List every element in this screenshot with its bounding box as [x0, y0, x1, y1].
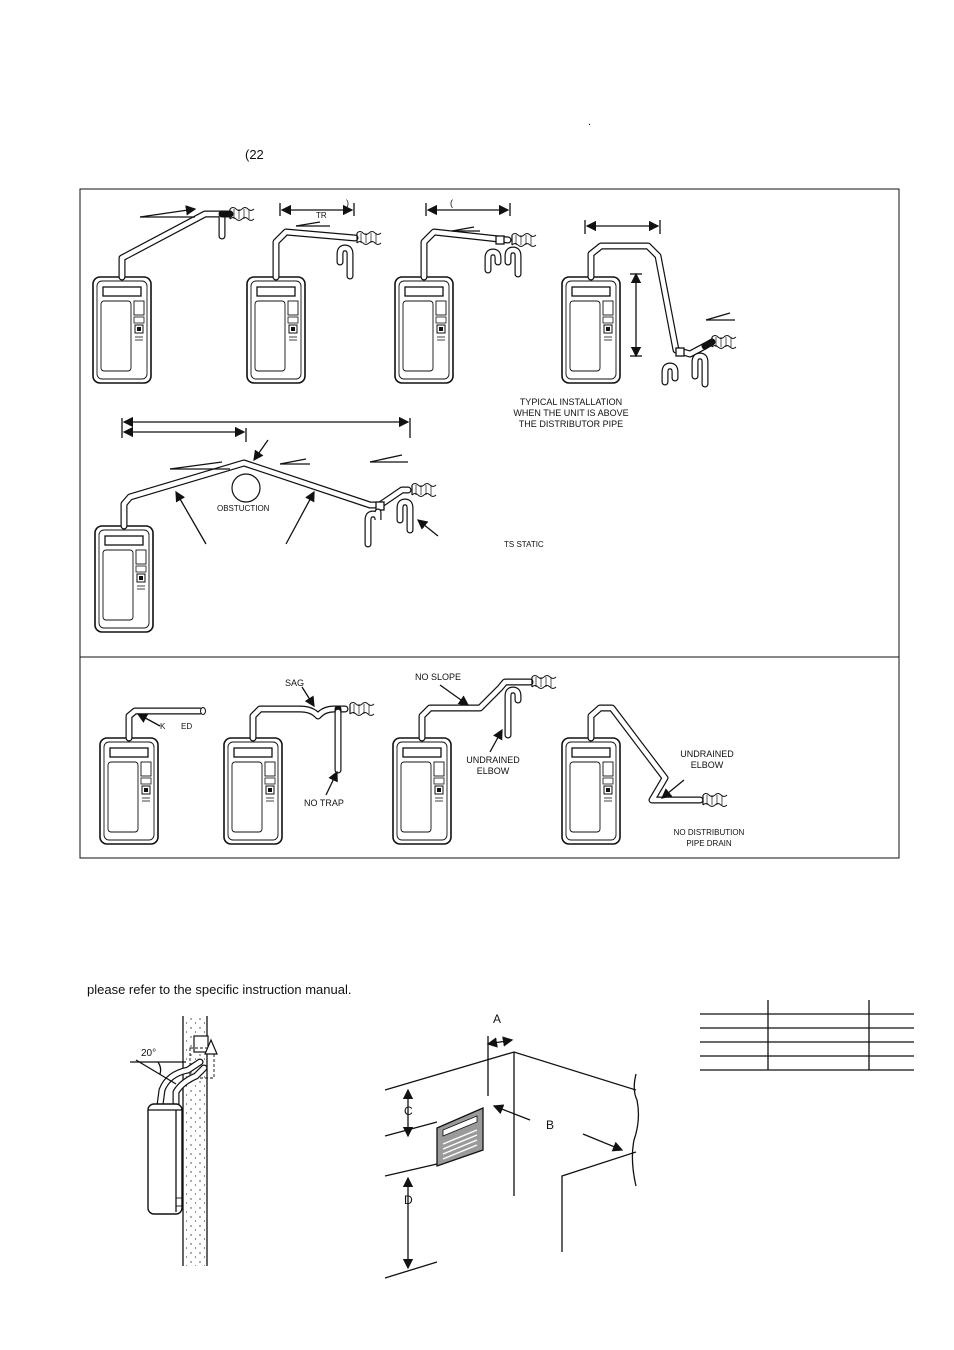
wrong-install-sag — [224, 687, 374, 844]
installation-2 — [247, 203, 381, 383]
label-no-distribution-drain: NO DISTRIBUTION PIPE DRAIN — [673, 828, 745, 848]
label-b: B — [546, 1118, 555, 1132]
label-undrained-elbow-2: UNDRAINED ELBOW — [680, 749, 734, 770]
label-ts-static: TS STATIC — [504, 540, 544, 549]
note-text: please refer to the specific instruction manual. — [87, 982, 352, 997]
label-sag: SAG — [285, 678, 305, 688]
label-d: D — [404, 1193, 413, 1207]
label-undrained-elbow-1: UNDRAINED ELBOW — [466, 755, 520, 776]
label-no-slope: NO SLOPE — [415, 672, 462, 682]
label-tr: TR — [316, 211, 327, 220]
room-clearance-figure — [385, 1036, 638, 1278]
header-fragment: (22 — [245, 147, 264, 162]
header-dot: . — [588, 116, 592, 128]
installation-1 — [93, 208, 254, 384]
installation-4 — [562, 220, 736, 384]
label-k: K — [160, 722, 166, 731]
label-typical-installation: TYPICAL INSTALLATION WHEN THE UNIT IS ABOVE THE DISTRIBUTOR PIPE — [513, 397, 629, 429]
clearance-table — [700, 1000, 914, 1070]
label-a: A — [493, 1012, 502, 1026]
label-ed: ED — [181, 722, 193, 731]
label-c: C — [404, 1104, 413, 1118]
obstruction-circle — [232, 474, 260, 502]
installation-3 — [395, 203, 536, 383]
wrong-install-no-drain — [562, 708, 727, 844]
label-paren-close: ) — [346, 198, 349, 208]
label-no-trap: NO TRAP — [304, 798, 344, 808]
label-obstruction: OBSTUCTION — [217, 504, 270, 513]
label-angle: 20° — [141, 1048, 157, 1059]
installation-obstruction — [95, 418, 438, 632]
label-paren-open: ( — [450, 198, 453, 208]
